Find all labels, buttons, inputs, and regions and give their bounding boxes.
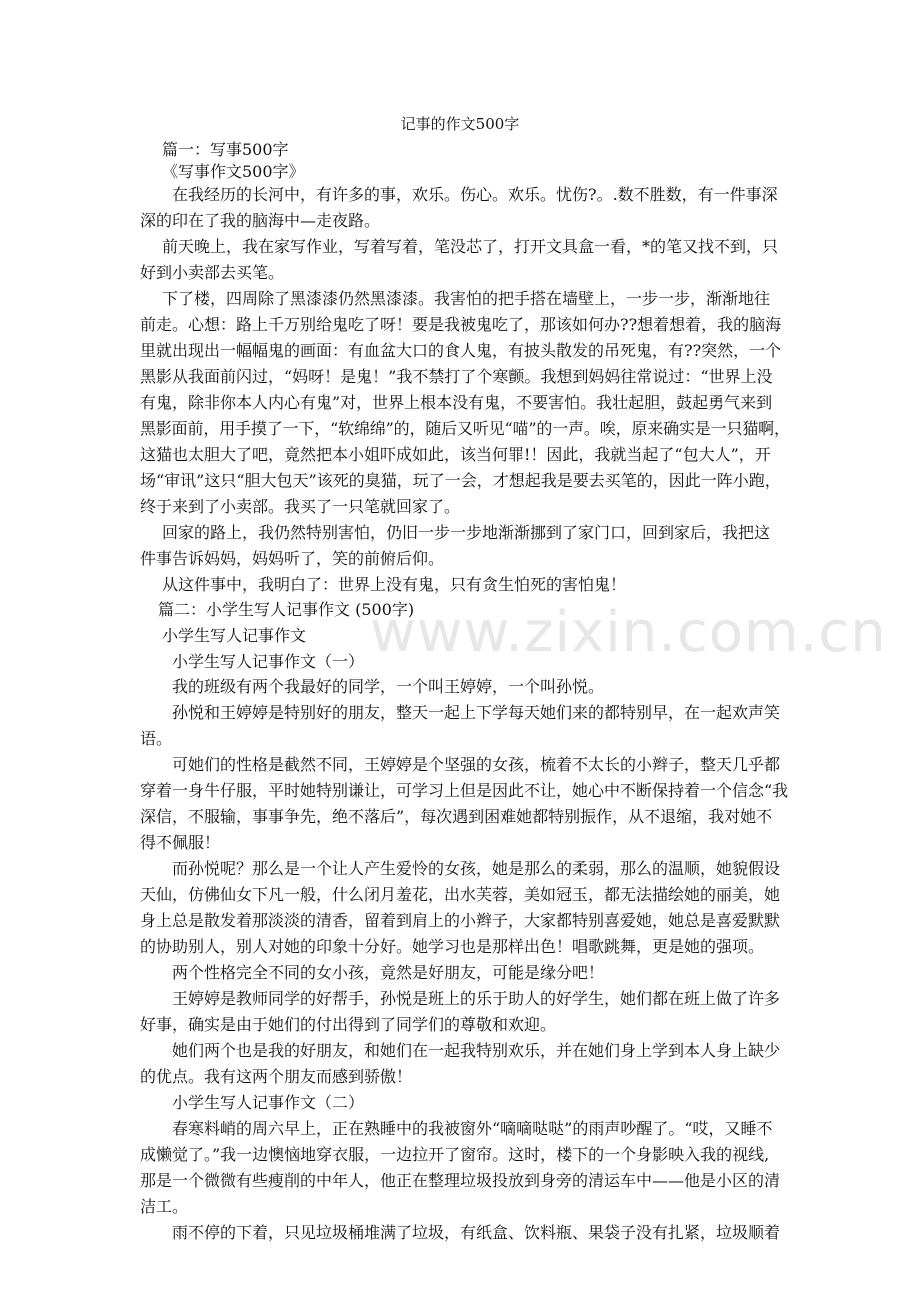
- paragraph-line: 前天晚上，我在家写作业，写着写着，笔没芯了，打开文具盒一看，*的笔又找不到，只: [162, 237, 779, 256]
- paragraph-line: 两个性格完全不同的女小孩，竟然是好朋友，可能是缘分吧！: [172, 963, 605, 982]
- paragraph-line: 语。: [140, 729, 173, 748]
- paragraph-line: 前走。心想：路上千万别给鬼吃了呀！要是我被鬼吃了，那该如何办??想着想着，我的脑海: [140, 315, 782, 334]
- paragraph-line: 从这件事中，我明白了：世界上没有鬼，只有贪生怕死的害怕鬼！: [162, 575, 627, 594]
- section-heading: 篇二：小学生写人记事作文 (500字): [158, 600, 415, 619]
- subtitle: 小学生写人记事作文: [162, 626, 307, 645]
- paragraph-line: 可她们的性格是截然不同，王婷婷是个坚强的女孩，梳着不太长的小辫子，整天几乎都: [172, 755, 781, 774]
- paragraph-line: 那是一个微微有些瘦削的中年人，他正在整理垃圾投放到身旁的清运车中——他是小区的清: [140, 1171, 781, 1190]
- paragraph-line: 得不佩服！: [140, 833, 221, 852]
- paragraph-line: 黑影面前，用手摸了一下，“软绵绵”的，随后又听见“喵”的一声。唉，原来确实是一只猫啊，: [140, 419, 790, 438]
- paragraph-line: 春寒料峭的周六早上，正在熟睡中的我被窗外“嘀嘀哒哒”的雨声吵醒了。“哎，又睡不: [172, 1119, 773, 1138]
- paragraph-line: 黑影从我面前闪过，“妈呀！是鬼！”我不禁打了个寒颤。我想到妈妈往常说过：“世界上没: [140, 367, 773, 386]
- paragraph-line: 王婷婷是教师同学的好帮手，孙悦是班上的乐于助人的好学生，她们都在班上做了许多: [172, 989, 781, 1008]
- paragraph-line: 里就出现出一幅幅鬼的画面：有血盆大口的食人鬼，有披头散发的吊死鬼，有??突然，一个: [140, 341, 782, 360]
- paragraph-line: 终于来到了小卖部。我买了一只笔就回家了。: [140, 497, 461, 516]
- paragraph-line: 的协助别人，别人对她的印象十分好。她学习也是那样出色！唱歌跳舞，更是她的强项。: [140, 937, 765, 956]
- paragraph-line: 在我经历的长河中，有许多的事，欢乐。伤心。欢乐。忧伤?。.数不胜数，有一件事深: [172, 185, 778, 204]
- paragraph-line: 她们两个也是我的好朋友，和她们在一起我特别欢乐，并在她们身上学到本人身上缺少: [172, 1041, 781, 1060]
- paragraph-line: 场“审讯”这只“胆大包天”该死的臭猫，玩了一会，才想起我是要去买笔的，因此一阵小跑，: [140, 471, 781, 490]
- paragraph-line: 这猫也太胆大了吧，竟然把本小姐吓成如此，该当何罪!！因此，我就当起了“包大人”，开: [140, 445, 771, 464]
- paragraph-line: 穿着一身牛仔服，平时她特别谦让，可学习上但是因此不让，她心中不断保持着一个信念“我: [140, 781, 789, 800]
- section-heading: 篇一：写事500字: [162, 140, 289, 159]
- paragraph-line: 孙悦和王婷婷是特别好的朋友，整天一起上下学每天她们来的都特别早，在一起欢声笑: [172, 703, 781, 722]
- document-title: 记事的作文500字: [400, 115, 520, 133]
- paragraph-line: 身上总是散发着那淡淡的清香，留着到肩上的小辫子，大家都特别喜爱她，她总是喜爱默默: [140, 911, 781, 930]
- paragraph-line: 回家的路上，我仍然特别害怕，仍旧一步一步地渐渐挪到了家门口，回到家后，我把这: [162, 523, 771, 542]
- subsection-heading: 小学生写人记事作文（一）: [172, 652, 365, 671]
- watermark: www.zixin.com.cn: [370, 600, 887, 665]
- paragraph-line: 我的班级有两个我最好的同学，一个叫王婷婷，一个叫孙悦。: [172, 677, 605, 696]
- subtitle: 《写事作文500字》: [162, 162, 305, 181]
- paragraph-line: 下了楼，四周除了黑漆漆仍然黑漆漆。我害怕的把手搭在墙壁上，一步一步，渐渐地往: [162, 289, 771, 308]
- paragraph-line: 好事，确实是由于她们的付出得到了同学们的尊敬和欢迎。: [140, 1015, 557, 1034]
- paragraph-line: 的优点。我有这两个朋友而感到骄傲！: [140, 1067, 413, 1086]
- paragraph-line: 好到小卖部去买笔。: [140, 263, 285, 282]
- subsection-heading: 小学生写人记事作文（二）: [172, 1093, 365, 1112]
- paragraph-line: 有鬼，除非你本人内心有鬼”对，世界上根本没有鬼，不要害怕。我壮起胆，鼓起勇气来到: [140, 393, 773, 412]
- paragraph-line: 而孙悦呢？那么是一个让人产生爱怜的女孩，她是那么的柔弱，那么的温顺，她貌假设: [172, 859, 781, 878]
- paragraph-line: 雨不停的下着，只见垃圾桶堆满了垃圾，有纸盒、饮料瓶、果袋子没有扎紧，垃圾顺着: [172, 1223, 781, 1242]
- paragraph-line: 成懒觉了。”我一边懊恼地穿衣服，一边拉开了窗帘。这时，楼下的一个身影映入我的视线,: [140, 1145, 770, 1164]
- paragraph-line: 件事告诉妈妈，妈妈听了，笑的前俯后仰。: [140, 549, 445, 568]
- paragraph-line: 深信，不服输，事事争先，绝不落后”，每次遇到困难她都特别振作，从不退缩，我对她不: [140, 807, 773, 826]
- paragraph-line: 深的印在了我的脑海中—走夜路。: [140, 211, 381, 230]
- paragraph-line: 天仙，仿佛仙女下凡一般，什么闭月羞花，出水芙蓉，美如冠玉，都无法描绘她的丽美，她: [140, 885, 781, 904]
- paragraph-line: 洁工。: [140, 1197, 189, 1216]
